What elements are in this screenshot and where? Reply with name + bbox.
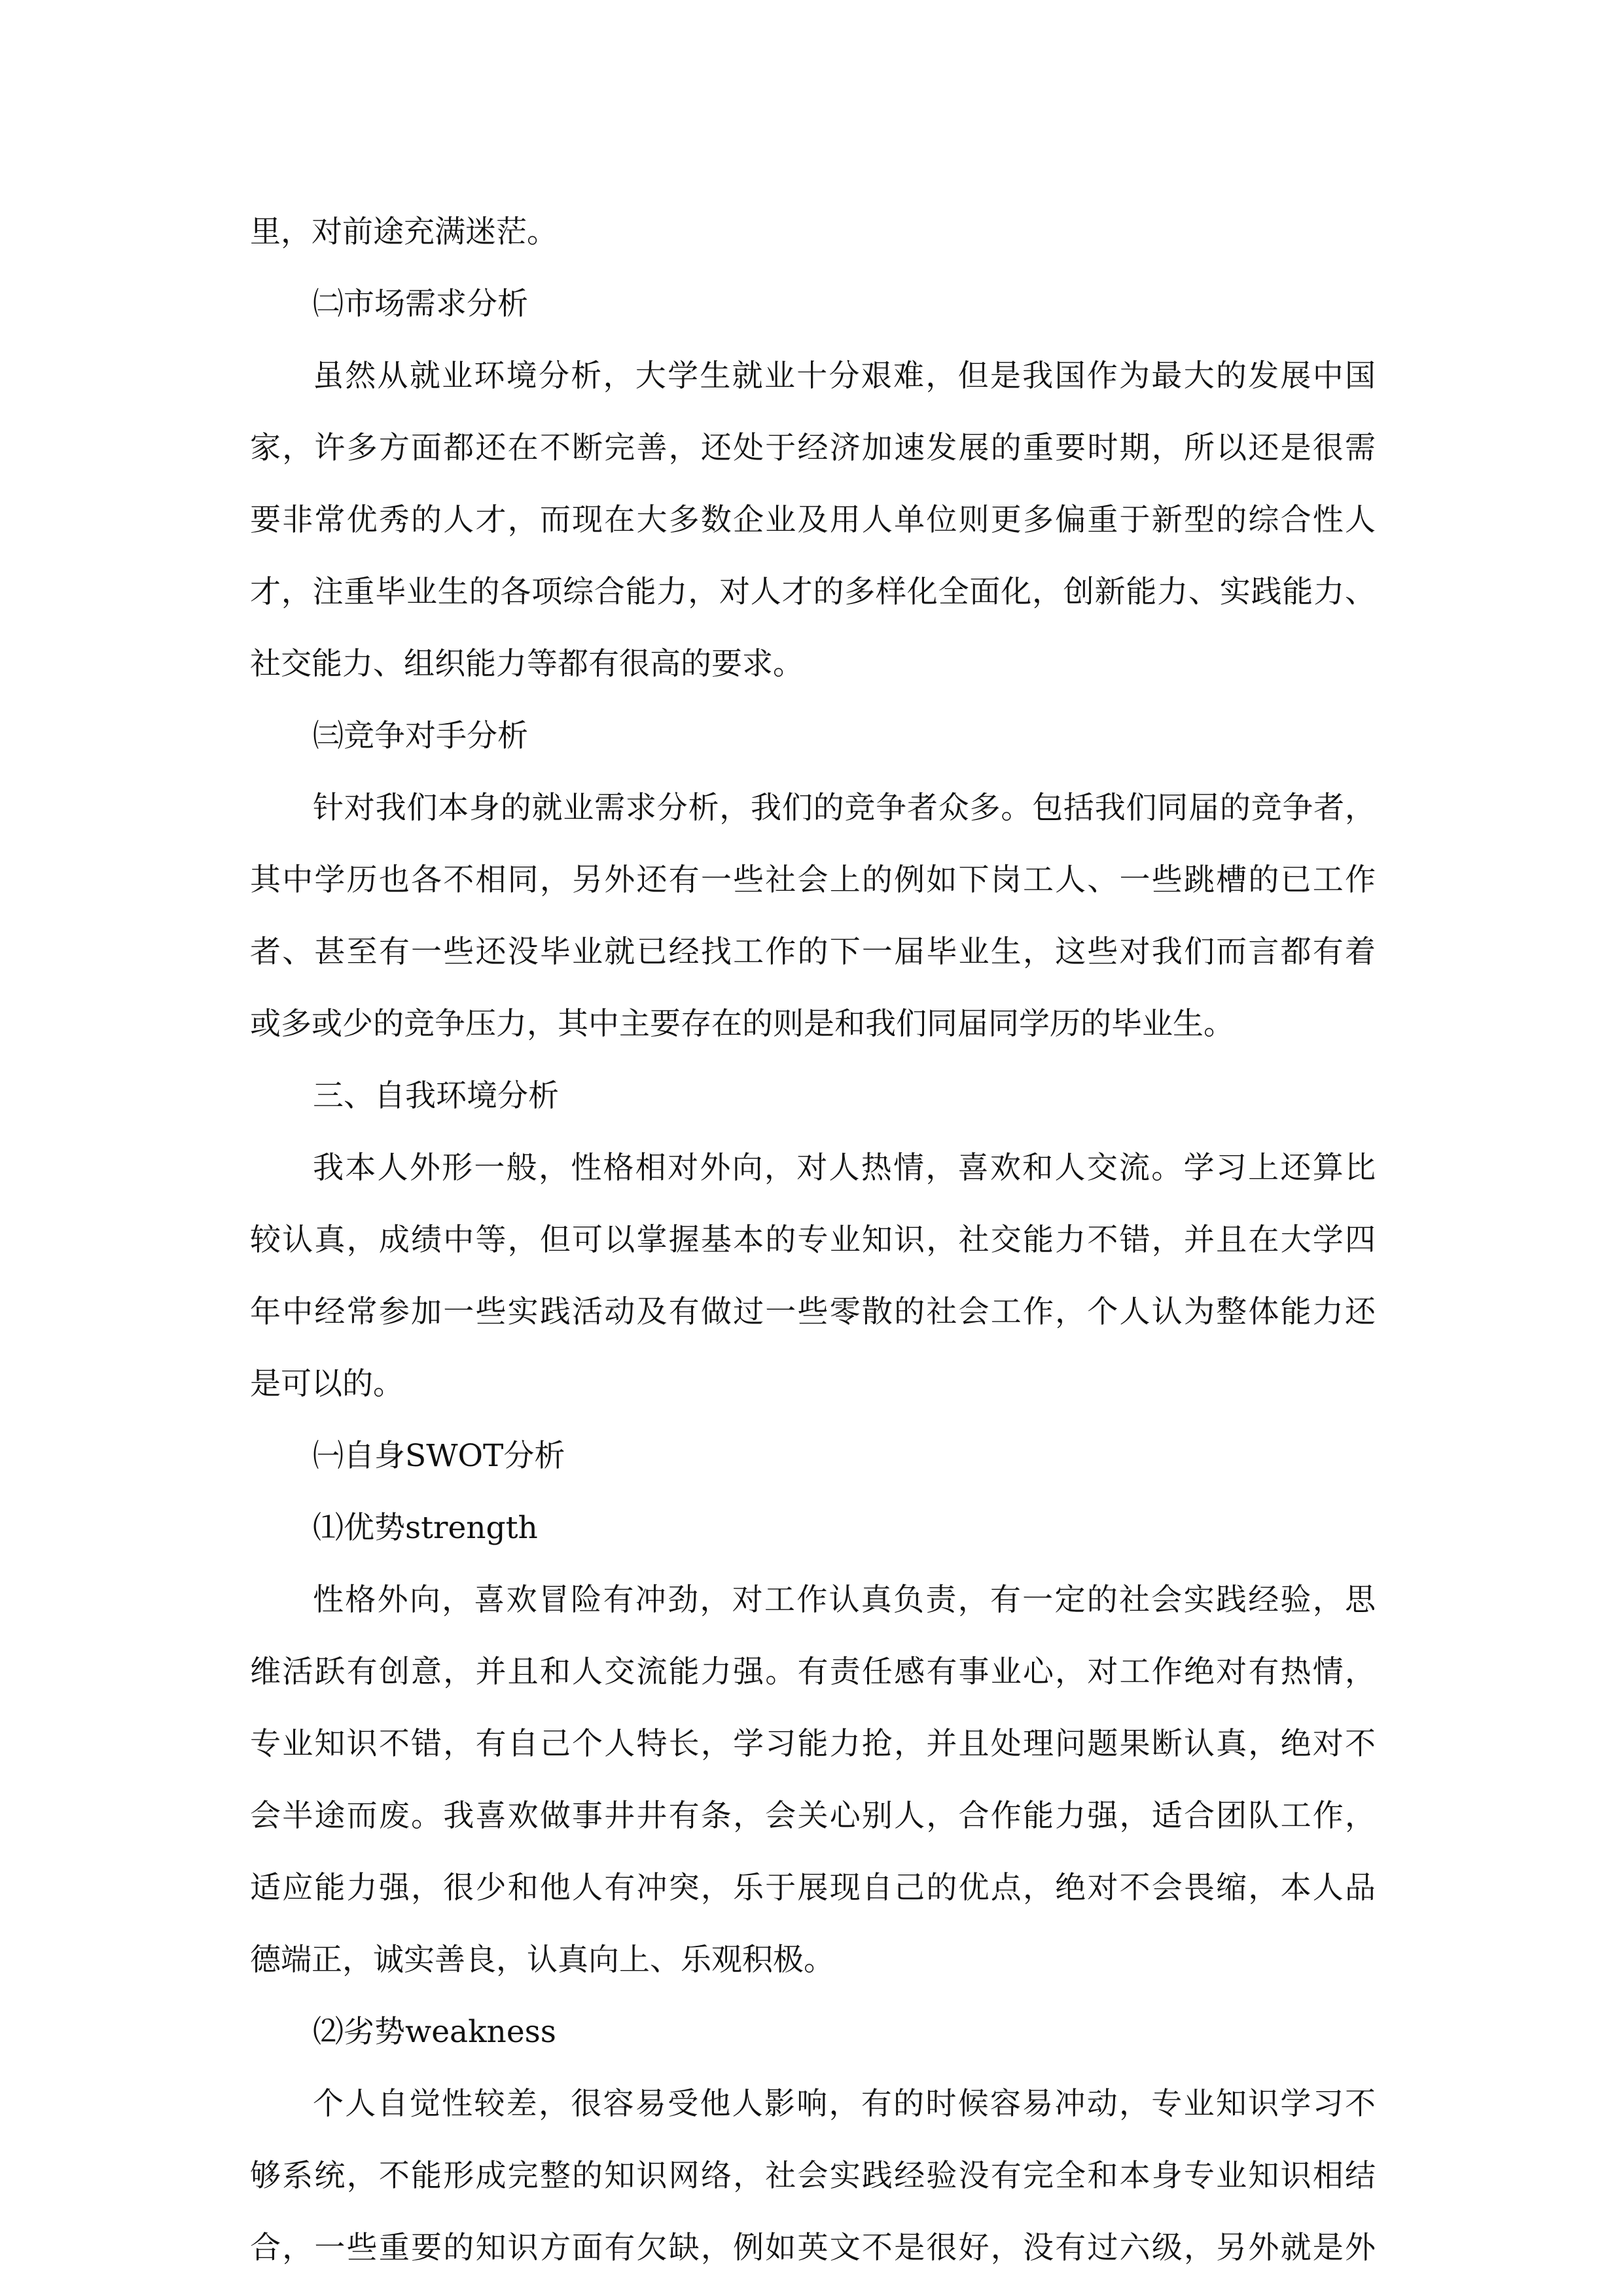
- paragraph-line: 家，许多方面都还在不断完善，还处于经济加速发展的重要时期，所以还是很需: [250, 430, 1376, 466]
- paragraph-line: 者、甚至有一些还没毕业就已经找工作的下一届毕业生，这些对我们而言都有着: [250, 934, 1376, 970]
- paragraph-line: 社交能力、组织能力等都有很高的要求。: [250, 646, 804, 682]
- section-heading-competitor: ㈢竞争对手分析: [313, 718, 528, 754]
- paragraph-line: 合，一些重要的知识方面有欠缺，例如英文不是很好，没有过六级，另外就是外: [250, 2230, 1376, 2266]
- paragraph-line: 够系统，不能形成完整的知识网络，社会实践经验没有完全和本身专业知识相结: [250, 2158, 1376, 2194]
- paragraph-line: 会半途而废。我喜欢做事井井有条，会关心别人，合作能力强，适合团队工作，: [250, 1798, 1376, 1834]
- document-body: [250, 196, 1376, 2284]
- section-heading-weakness: ⑵劣势weakness: [313, 2014, 556, 2050]
- paragraph-line: 专业知识不错，有自己个人特长，学习能力抢，并且处理问题果断认真，绝对不: [250, 1726, 1376, 1762]
- paragraph-line: 才，注重毕业生的各项综合能力，对人才的多样化全面化，创新能力、实践能力、: [250, 574, 1376, 610]
- paragraph-line: 年中经常参加一些实践活动及有做过一些零散的社会工作，个人认为整体能力还: [250, 1294, 1376, 1330]
- paragraph-line: 要非常优秀的人才，而现在大多数企业及用人单位则更多偏重于新型的综合性人: [250, 502, 1376, 538]
- section-heading-strength: ⑴优势strength: [313, 1510, 538, 1546]
- section-heading-swot: ㈠自身SWOT分析: [313, 1438, 565, 1474]
- paragraph-continuation-line: 里，对前途充满迷茫。: [250, 214, 558, 250]
- paragraph-line: 维活跃有创意，并且和人交流能力强。有责任感有事业心，对工作绝对有热情，: [250, 1654, 1376, 1690]
- paragraph-line: 德端正，诚实善良，认真向上、乐观积极。: [250, 1942, 834, 1978]
- paragraph-line: 针对我们本身的就业需求分析，我们的竞争者众多。包括我们同届的竞争者，: [313, 790, 1376, 826]
- paragraph-line: 个人自觉性较差，很容易受他人影响，有的时候容易冲动，专业知识学习不: [313, 2086, 1376, 2122]
- section-heading-market-demand: ㈡市场需求分析: [313, 286, 528, 322]
- paragraph-line: 适应能力强，很少和他人有冲突，乐于展现自己的优点，绝对不会畏缩，本人品: [250, 1870, 1376, 1906]
- paragraph-line: 我本人外形一般，性格相对外向，对人热情，喜欢和人交流。学习上还算比: [313, 1150, 1376, 1186]
- section-heading-self-environment: 三、自我环境分析: [313, 1078, 559, 1114]
- paragraph-line: 虽然从就业环境分析，大学生就业十分艰难，但是我国作为最大的发展中国: [313, 358, 1376, 394]
- paragraph-line: 是可以的。: [250, 1366, 404, 1402]
- paragraph-line: 或多或少的竞争压力，其中主要存在的则是和我们同届同学历的毕业生。: [250, 1006, 1234, 1042]
- paragraph-line: 较认真，成绩中等，但可以掌握基本的专业知识，社交能力不错，并且在大学四: [250, 1222, 1376, 1258]
- paragraph-line: 性格外向，喜欢冒险有冲劲，对工作认真负责，有一定的社会实践经验，思: [313, 1582, 1376, 1618]
- paragraph-line: 其中学历也各不相同，另外还有一些社会上的例如下岗工人、一些跳槽的已工作: [250, 862, 1376, 898]
